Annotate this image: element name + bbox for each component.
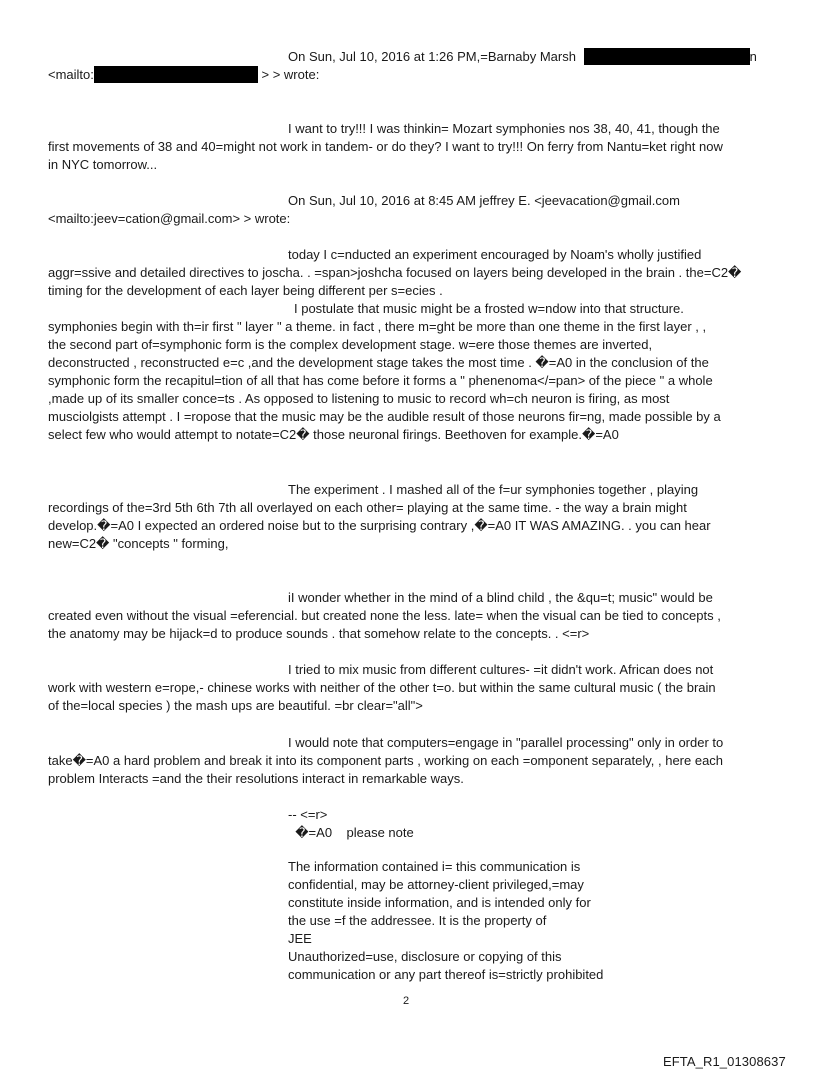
message-paragraph-3 <box>48 481 778 553</box>
redaction-bar <box>584 48 750 65</box>
text-line: I would note that computers=engage in "parallel processing" only in order to <box>288 735 724 750</box>
signature-line: �=A0 please note <box>288 825 414 840</box>
page-number: 2 <box>403 995 410 1007</box>
text-line: work with western e=rope,- chinese works with neither of the other t=o. but within the same cultural music ( the brain <box>48 680 716 695</box>
text-line: the second part of=symphonic form is the complex development stage. w=ere those themes are inverted, <box>48 337 653 352</box>
text-line: The experiment . I mashed all of the f=ur symphonies together , playing <box>288 482 699 497</box>
text-line: symphonies begin with th=ir first " layer " a theme. in fact , there m=ght be more than one theme in the first layer , , <box>48 319 707 334</box>
message-paragraph-1 <box>48 120 778 174</box>
text-line: iI wonder whether in the mind of a blind child , the &qu=t; music" would be <box>288 590 713 605</box>
message-paragraph-2 <box>48 246 778 444</box>
text-line: first movements of 38 and 40=might not work in tandem- or do they? I want to try!!! On ferry from Nantu=ket right now <box>48 139 723 154</box>
text-line: musciolgists attempt . I =ropose that the music may be the audible result of those neurons fir=ng, made possible by a <box>48 409 721 424</box>
email-header-1 <box>48 48 778 84</box>
disclaimer-line: Unauthorized=use, disclosure or copying of this <box>288 949 562 964</box>
text-line: symphonic form the recapitul=tion of all that has come before it forms a " phenenoma</=pan> of the piece " a whole <box>48 373 713 388</box>
email-header-2 <box>48 192 778 228</box>
text-line: new=C2� "concepts " forming, <box>48 536 229 551</box>
header-wrote: > > wrote: <box>261 67 320 82</box>
header-line-2 <box>48 66 778 84</box>
text-line: I tried to mix music from different cultures- =it didn't work. African does not <box>288 662 714 677</box>
message-paragraph-5 <box>48 661 778 715</box>
message-paragraph-6 <box>48 734 778 788</box>
text-line: created even without the visual =eferencial. but created none the less. late= when the visual can be tied to concepts , <box>48 608 721 623</box>
text-line: problem Interacts =and the their resolutions interact in remarkable ways. <box>48 771 464 786</box>
header2-mailto: <mailto:jeev=cation@gmail.com> > wrote: <box>48 211 291 226</box>
header2-date-sender: On Sun, Jul 10, 2016 at 8:45 AM jeffrey E. <jeevacation@gmail.com <box>288 193 680 208</box>
disclaimer-line: JEE <box>288 931 312 946</box>
text-line: I postulate that music might be a frosted w=ndow into that structure. <box>294 301 684 316</box>
header-mailto: <mailto: <box>48 67 94 82</box>
text-line: in NYC tomorrow... <box>48 157 158 172</box>
text-line: develop.�=A0 I expected an ordered noise but to the surprising contrary ,�=A0 IT WAS AMAZING. . you can hear <box>48 518 711 533</box>
redaction-bar <box>94 66 258 83</box>
disclaimer-line: communication or any part thereof is=strictly prohibited <box>288 967 604 982</box>
text-line: today I c=nducted an experiment encouraged by Noam's wholly justified <box>288 247 702 262</box>
confidentiality-disclaimer <box>288 858 603 984</box>
document-id: EFTA_R1_01308637 <box>663 1054 786 1069</box>
disclaimer-line: The information contained i= this communication is <box>288 859 581 874</box>
message-paragraph-4 <box>48 589 778 643</box>
text-line: recordings of the=3rd 5th 6th 7th all overlayed on each other= playing at the same time. - the way a brain might <box>48 500 687 515</box>
disclaimer-line: constitute inside information, and is intended only for <box>288 895 591 910</box>
header-tail: n <box>749 49 757 64</box>
signature-line: -- <=r> <box>288 807 328 822</box>
header-line-1 <box>48 48 778 66</box>
text-line: the anatomy may be hijack=d to produce sounds . that somehow relate to the concepts. . <=r> <box>48 626 590 641</box>
text-line: take�=A0 a hard problem and break it into its component parts , working on each =omponent separately, , here each <box>48 753 724 768</box>
text-line: deconstructed , reconstructed e=c ,and the development stage takes the most time . �=A0 in the conclusion of the <box>48 355 709 370</box>
disclaimer-line: confidential, may be attorney-client privileged,=may <box>288 877 584 892</box>
text-line: I want to try!!! I was thinkin= Mozart symphonies nos 38, 40, 41, though the <box>288 121 720 136</box>
text-line: of the=local species ) the mash ups are beautiful. =br clear="all"> <box>48 698 423 713</box>
signature-block <box>288 806 414 842</box>
text-line: ,made up of its smaller conce=ts . As opposed to listening to music to record wh=ch neuron is firing, as most <box>48 391 670 406</box>
text-line: aggr=ssive and detailed directives to joscha. . =span>joshcha focused on layers being developed in the brain . the=C2� <box>48 265 742 280</box>
text-line: select few who would attempt to notate=C2� those neuronal firings. Beethoven for example.�=A0 <box>48 427 619 442</box>
disclaimer-line: the use =f the addressee. It is the property of <box>288 913 547 928</box>
header-date-sender: On Sun, Jul 10, 2016 at 1:26 PM,=Barnaby Marsh <box>288 49 576 64</box>
text-line: timing for the development of each layer being different per s=ecies . <box>48 283 443 298</box>
